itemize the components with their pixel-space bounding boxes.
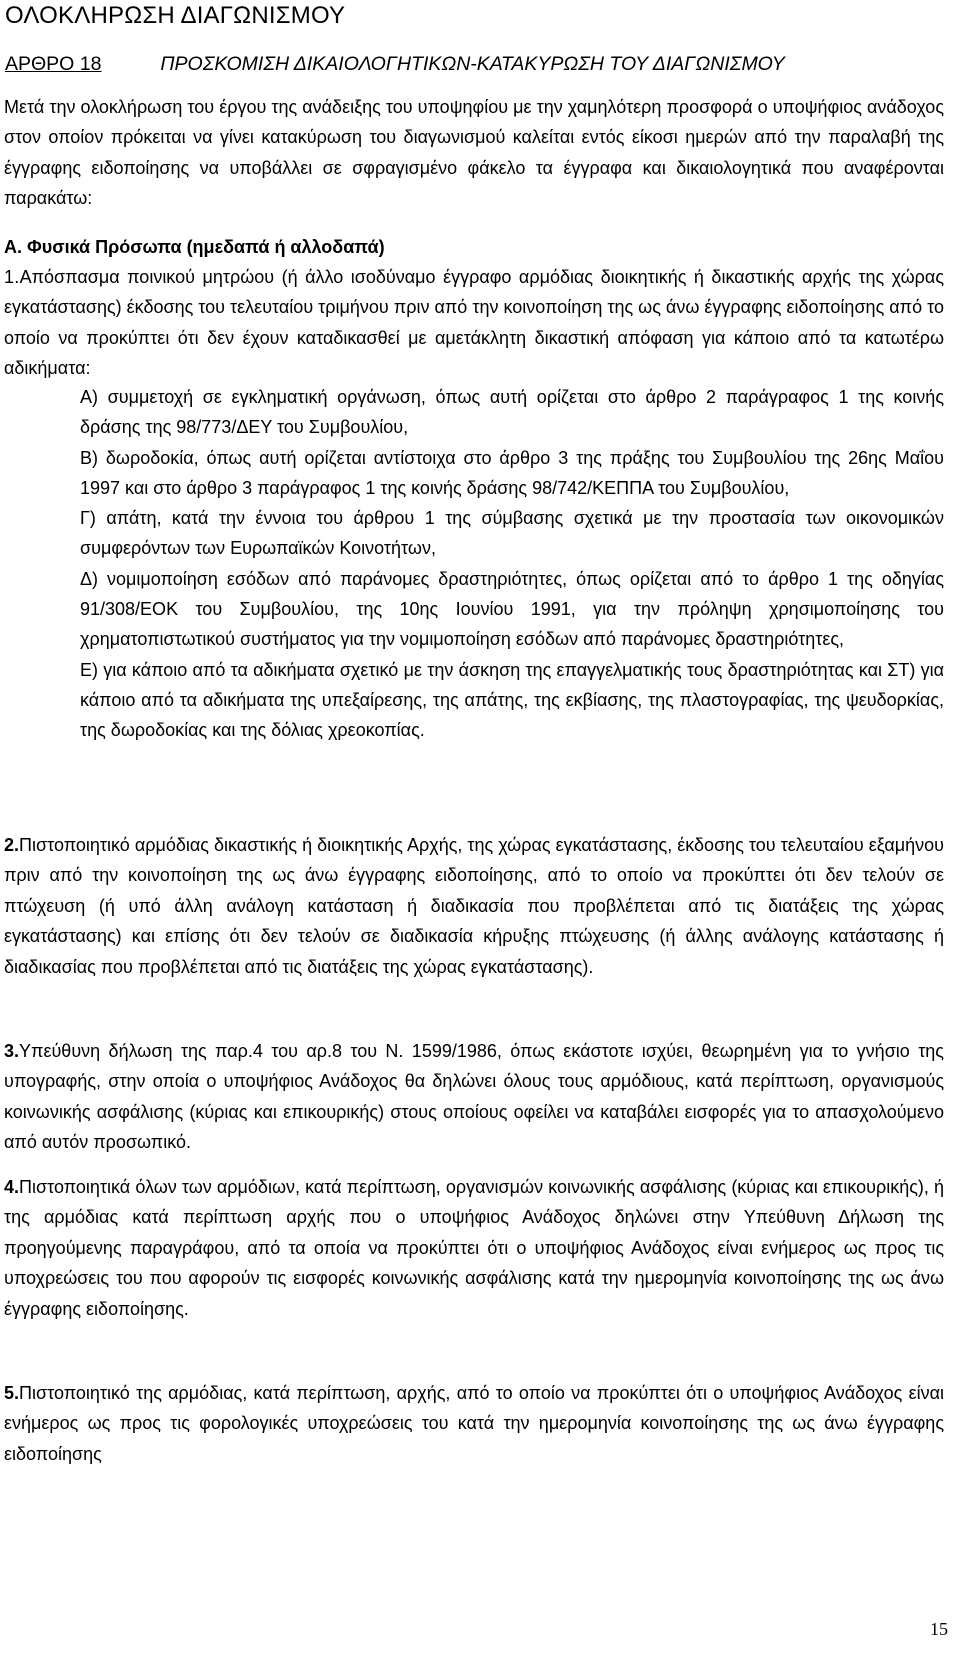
section-title: ΟΛΟΚΛΗΡΩΣΗ ΔΙΑΓΩΝΙΣΜΟΥ [5, 2, 346, 29]
item-4-paragraph [4, 1172, 944, 1324]
offence-item-d: Δ) νομιμοποίηση εσόδων από παράνομες δραστηριότητες, όπως ορίζεται από το άρθρο 1 της οδηγίας 91/308/ΕΟΚ του Συμβουλίου, της 10ης Ιουνίου 1991, για την πρόληψη χρησιμοποίησης του χρηματοπιστωτικού συστήματος για την νομιμοποίηση εσόδων από παράνομες δραστηριότητες, [80, 568, 944, 650]
item-5-number: 5. [4, 1383, 20, 1403]
item-1-text: Απόσπασμα ποινικού μητρώου (ή άλλο ισοδύναμο έγγραφο αρμόδιας διοικητικής ή δικαστικής αρχής της χώρας εγκατάστασης) έκδοσης του τελευταίου τριμήνου πριν από την κοινοποίηση της ως άνω έγγραφης ειδοποίησης από το οποίο να προκύπτει ότι δεν έχουν καταδικασθεί με αμετάκλητη δικαστική απόφαση για κάποιο από τα κατωτέρω αδικήματα: [4, 267, 944, 379]
article-header [5, 50, 945, 78]
item-4-text: Πιστοποιητικά όλων των αρμόδιων, κατά περίπτωση, οργανισμών κοινωνικής ασφάλισης (κύριας και επικουρικής), ή της αρμόδιας κατά περίπτωση αρχής που ο υποψήφιος Ανάδοχος δηλώνει στην Υπεύθυνη Δήλωση της προηγούμενης παραγράφου, από τα οποία να προκύπτει ότι ο υποψήφιος Ανάδοχος είναι ενήμερος ως προς τις υποχρεώσεις του που αφορούν τις εισφορές κοινωνικής ασφάλισης κατά την ημερομηνία κοινοποίησης της ως άνω έγγραφης ειδοποίησης. [4, 1177, 944, 1319]
subheading: Α. Φυσικά Πρόσωπα (ημεδαπά ή αλλοδαπά) [4, 237, 385, 257]
item-3-text: Υπεύθυνη δήλωση της παρ.4 του αρ.8 του Ν. 1599/1986, όπως εκάστοτε ισχύει, θεωρημένη για το γνήσιο της υπογραφής, στην οποία ο υποψήφιος Ανάδοχος θα δηλώνει όλους τους αρμόδιους, κατά περίπτωση, οργανισμούς κοινωνικής ασφάλισης (κύριας και επικουρικής) στους οποίους οφείλει να καταβάλει εισφορές για το απασχολούμενο από αυτόν προσωπικό. [4, 1041, 944, 1153]
item-2-number: 2. [4, 835, 20, 855]
intro-paragraph: Μετά την ολοκλήρωση του έργου της ανάδειξης του υποψηφίου με την χαμηλότερη προσφορά ο υποψήφιος ανάδοχος στον οποίον πρόκειται να γίνει κατακύρωση του διαγωνισμού καλείται εντός είκοσι ημερών από την παραλαβή της έγγραφης ειδοποίησης να υποβάλλει σε σφραγισμένο φάκελο τα έγγραφα και δικαιολογητικά που αναφέρονται παρακάτω: [4, 97, 944, 209]
article-number: ΑΡΘΡΟ 18 [5, 53, 102, 75]
item-2-paragraph [4, 830, 944, 982]
article-title: ΠΡΟΣΚΟΜΙΣΗ ΔΙΚΑΙΟΛΟΓΗΤΙΚΩΝ-ΚΑΤΑΚΥΡΩΣΗ ΤΟΥ ΔΙΑΓΩΝΙΣΜΟΥ [160, 53, 785, 75]
offence-item-b: Β) δωροδοκία, όπως αυτή ορίζεται αντίστοιχα στο άρθρο 3 της πράξης του Συμβουλίου της 26ης Μαΐου 1997 και στο άρθρο 3 παράγραφος 1 της κοινής δράσης 98/742/ΚΕΠΠΑ του Συμβουλίου, [80, 447, 944, 498]
item-5-text: Πιστοποιητικό της αρμόδιας, κατά περίπτωση, αρχής, από το οποίο να προκύπτει ότι ο υποψήφιος Ανάδοχος είναι ενήμερος ως προς τις φορολογικές υποχρεώσεις του κατά την ημερομηνία κοινοποίησης της ως άνω έγγραφης ειδοποίησης [4, 1383, 944, 1464]
offence-list [80, 382, 944, 746]
offence-item-e: Ε) για κάποιο από τα αδικήματα σχετικό με την άσκηση της επαγγελματικής τους δραστηριότητας και ΣΤ) για κάποιο από τα αδικήματα της υπεξαίρεσης, της απάτης, της εκβίασης, της πλαστογραφίας, της ψευδορκίας, της δωροδοκίας και της δόλιας χρεοκοπίας. [80, 659, 944, 741]
item-1-number: 1. [4, 267, 20, 287]
item-4-number: 4. [4, 1177, 20, 1197]
item-3-number: 3. [4, 1041, 20, 1061]
page-number: 15 [930, 1619, 948, 1639]
item-5-paragraph [4, 1378, 944, 1469]
item-1-paragraph [4, 262, 944, 384]
item-3-paragraph [4, 1036, 944, 1158]
offence-item-a: Α) συμμετοχή σε εγκληματική οργάνωση, όπως αυτή ορίζεται στο άρθρο 2 παράγραφος 1 της κοινής δράσης της 98/773/ΔΕΥ του Συμβουλίου, [80, 387, 944, 438]
offence-item-c: Γ) απάτη, κατά την έννοια του άρθρου 1 της σύμβασης σχετικά με την προστασία των οικονομικών συμφερόντων των Ευρωπαϊκών Κοινοτήτων, [80, 508, 944, 559]
item-2-text: Πιστοποιητικό αρμόδιας δικαστικής ή διοικητικής Αρχής, της χώρας εγκατάστασης, έκδοσης του τελευταίου εξαμήνου πριν από την κοινοποίηση της ως άνω έγγραφης ειδοποίησης, από το οποίο να προκύπτει ότι δεν τελούν σε πτώχευση (ή υπό άλλη ανάλογη κατάσταση ή διαδικασία που προβλέπεται από τις διατάξεις της χώρας εγκατάστασης) και επίσης ότι δεν τελούν σε διαδικασία κήρυξης πτώχευσης (ή άλλης ανάλογης κατάστασης ή διαδικασίας που προβλέπεται από τις διατάξεις της χώρας εγκατάστασης). [4, 835, 944, 977]
